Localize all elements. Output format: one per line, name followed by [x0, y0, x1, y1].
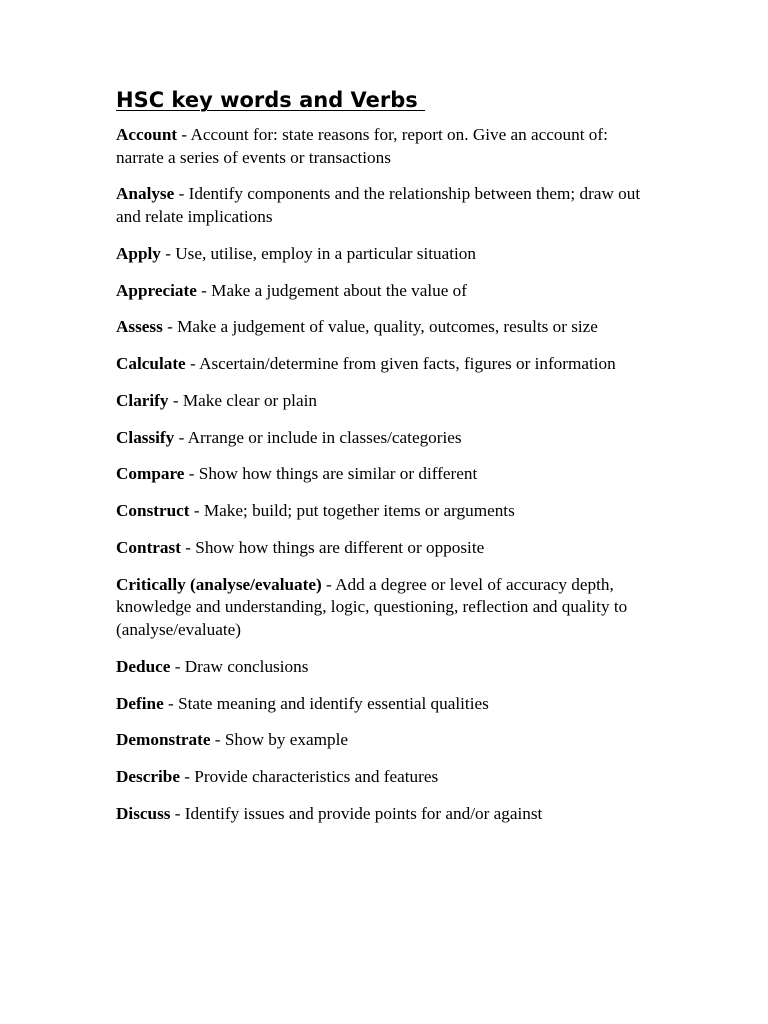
document-page [116, 86, 656, 840]
term-entry [116, 500, 656, 523]
term-separator: - [174, 184, 189, 204]
term-separator: - [162, 317, 178, 337]
term-separator: - [170, 656, 185, 676]
term-separator: - [170, 803, 185, 823]
term-word: Appreciate [116, 280, 197, 300]
term-word: Apply [116, 243, 161, 263]
term-definition: Make a judgement about the value of [211, 280, 467, 300]
term-separator: - [160, 243, 176, 263]
term-entry [116, 656, 656, 679]
term-definition: Identify issues and provide points for and/or against [184, 803, 543, 823]
term-entry [116, 183, 656, 228]
term-separator: - [210, 730, 225, 750]
term-word: Describe [116, 767, 180, 787]
term-separator: - [168, 390, 183, 410]
term-definition: Draw conclusions [184, 656, 309, 676]
term-separator: - [179, 767, 195, 787]
term-entry [116, 427, 656, 450]
term-entry [116, 574, 656, 642]
term-entry [116, 766, 656, 789]
term-definition: Make clear or plain [182, 390, 317, 410]
term-definition: Add a degree or level of accuracy depth, knowledge and understanding, logic, questioning, reflection and quality to (analyse/evaluate) [116, 574, 628, 639]
term-separator: - [174, 427, 188, 447]
term-entry [116, 803, 656, 826]
term-definition: Identify components and the relationship between them; draw out and relate implications [116, 184, 641, 226]
term-word: Account [116, 125, 178, 144]
term-entry [116, 693, 656, 716]
term-entry [116, 280, 656, 303]
term-word: Calculate [116, 354, 186, 374]
term-entry [116, 729, 656, 752]
term-word: Compare [116, 464, 185, 484]
term-definition: Make; build; put together items or arguments [203, 501, 515, 521]
page-title: HSC key words and Verbs [116, 88, 426, 112]
term-definition: Show how things are different or opposite [195, 538, 485, 557]
term-separator: - [177, 125, 191, 144]
term-separator: - [180, 538, 196, 557]
term-definition: Use, utilise, employ in a particular situation [175, 243, 476, 263]
term-entry [116, 243, 656, 266]
term-definition: Show by example [224, 730, 348, 750]
term-entry [116, 390, 656, 413]
term-entry [116, 353, 656, 376]
term-word: Assess [116, 317, 163, 337]
term-list [116, 124, 656, 825]
term-word: Critically (analyse/evaluate) [116, 574, 322, 594]
term-separator: - [189, 501, 204, 521]
term-definition: State meaning and identify essential qualities [178, 693, 489, 713]
term-separator: - [321, 574, 336, 594]
term-word: Classify [116, 427, 175, 447]
term-separator: - [196, 280, 212, 300]
term-word: Demonstrate [116, 730, 211, 750]
term-definition: Arrange or include in classes/categories [187, 427, 462, 447]
term-word: Contrast [116, 538, 181, 557]
term-word: Construct [116, 501, 190, 521]
term-separator: - [185, 354, 200, 374]
term-word: Clarify [116, 390, 169, 410]
term-definition: Account for: state reasons for, report on. Give an account of: narrate a series of events or transactions [116, 125, 608, 167]
term-definition: Ascertain/determine from given facts, figures or information [199, 354, 616, 374]
term-word: Define [116, 693, 164, 713]
term-separator: - [184, 464, 199, 484]
term-definition: Make a judgement of value, quality, outcomes, results or size [177, 317, 598, 337]
term-definition: Provide characteristics and features [194, 767, 439, 787]
term-word: Discuss [116, 803, 171, 823]
term-separator: - [163, 693, 179, 713]
term-entry [116, 316, 656, 339]
term-word: Deduce [116, 656, 171, 676]
term-entry [116, 124, 656, 169]
term-entry [116, 537, 656, 560]
term-entry [116, 463, 656, 486]
term-word: Analyse [116, 184, 175, 204]
term-definition: Show how things are similar or different [198, 464, 478, 484]
